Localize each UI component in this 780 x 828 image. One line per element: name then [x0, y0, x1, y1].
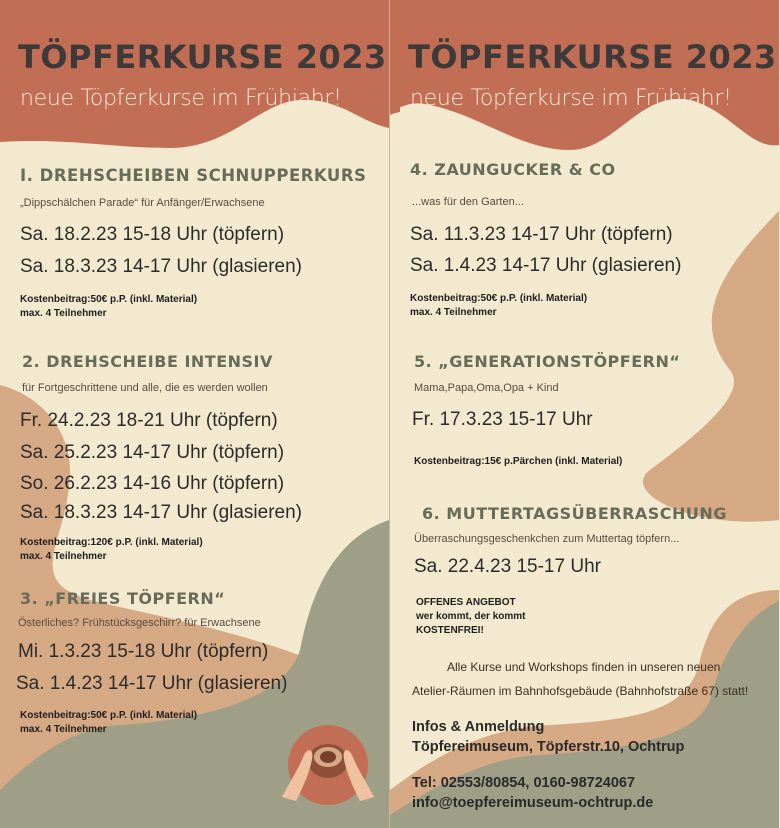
- course-3-max: max. 4 Teilnehmer: [20, 724, 107, 735]
- course-2-date-3: So. 26.2.23 14-16 Uhr (töpfern): [20, 473, 285, 494]
- course-5-date-1: Fr. 17.3.23 15-17 Uhr: [412, 409, 593, 430]
- course-2-desc: für Fortgeschrittene und alle, die es werden wollen: [22, 382, 268, 394]
- right-panel: [390, 0, 779, 828]
- course-4-max: max. 4 Teilnehmer: [410, 307, 497, 318]
- course-5-desc: Mama,Papa,Oma,Opa + Kind: [414, 382, 559, 394]
- info-address: Töpfereimuseum, Töpferstr.10, Ochtrup: [412, 739, 685, 755]
- course-1-cost: Kostenbeitrag:50€ p.P. (inkl. Material): [20, 294, 198, 305]
- page-title: TÖPFERKURSE 2023: [18, 38, 387, 76]
- course-5-title: 5. „GENERATIONSTÖPFERN“: [414, 352, 681, 371]
- course-2-date-2: Sa. 25.2.23 14-17 Uhr (töpfern): [20, 442, 285, 463]
- course-6-date-1: Sa. 22.4.23 15-17 Uhr: [414, 556, 601, 577]
- course-4-title: 4. ZAUNGUCKER & CO: [410, 160, 616, 179]
- course-6-title: 6. MUTTERTAGSÜBERRASCHUNG: [422, 504, 727, 523]
- info-heading: Infos & Anmeldung: [412, 719, 545, 735]
- page-title-right: TÖPFERKURSE 2023: [408, 38, 777, 76]
- course-3-title: 3. „FREIES TÖPFERN“: [20, 589, 226, 608]
- course-1-date-2: Sa. 18.3.23 14-17 Uhr (glasieren): [20, 256, 302, 277]
- course-6-offer-3: KOSTENFREI!: [416, 625, 484, 636]
- page-subtitle-right: neue Töpferkurse im Frühjahr!: [410, 86, 732, 111]
- course-1-date-1: Sa. 18.2.23 15-18 Uhr (töpfern): [20, 224, 285, 245]
- course-6-offer-2: wer kommt, der kommt: [416, 611, 526, 622]
- course-2-date-1: Fr. 24.2.23 18-21 Uhr (töpfern): [20, 410, 278, 431]
- course-4-date-2: Sa. 1.4.23 14-17 Uhr (glasieren): [410, 255, 682, 276]
- pottery-wheel-hands-icon: [278, 715, 378, 815]
- left-panel: [0, 0, 389, 828]
- course-4-date-1: Sa. 11.3.23 14-17 Uhr (töpfern): [410, 224, 673, 245]
- course-4-desc: ...was für den Garten...: [412, 196, 524, 208]
- course-6-desc: Überraschungsgeschenkchen zum Muttertag töpfern...: [414, 533, 680, 545]
- course-2-date-4: Sa. 18.3.23 14-17 Uhr (glasieren): [20, 502, 302, 523]
- course-1-title: I. DREHSCHEIBEN SCHNUPPERKURS: [20, 166, 367, 185]
- location-note-line-1: Alle Kurse und Workshops finden in unseren neuen: [447, 660, 721, 674]
- course-5-cost: Kostenbeitrag:15€ p.Pärchen (inkl. Material): [414, 456, 623, 467]
- course-3-desc: Österliches? Frühstücksgeschirr? für Erwachsene: [18, 617, 261, 629]
- course-3-date-2: Sa. 1.4.23 14-17 Uhr (glasieren): [16, 673, 288, 694]
- course-1-desc: „Dippschälchen Parade“ für Anfänger/Erwachsene: [20, 197, 265, 209]
- page-subtitle: neue Töpferkurse im Frühjahr!: [20, 86, 342, 111]
- course-2-max: max. 4 Teilnehmer: [20, 551, 107, 562]
- course-6-offer-1: OFFENES ANGEBOT: [416, 597, 516, 608]
- info-phone[interactable]: Tel: 02553/80854, 0160-98724067: [412, 775, 636, 791]
- course-2-title: 2. DREHSCHEIBE INTENSIV: [22, 352, 273, 371]
- info-email[interactable]: info@toepfereimuseum-ochtrup.de: [412, 795, 654, 811]
- course-1-max: max. 4 Teilnehmer: [20, 308, 107, 319]
- course-3-date-1: Mi. 1.3.23 15-18 Uhr (töpfern): [18, 641, 269, 662]
- course-4-cost: Kostenbeitrag:50€ p.P. (inkl. Material): [410, 293, 588, 304]
- course-2-cost: Kostenbeitrag:120€ p.P. (inkl. Material): [20, 537, 203, 548]
- location-note-line-2: Atelier-Räumen im Bahnhofsgebäude (Bahnhofstraße 67) statt!: [412, 684, 749, 698]
- course-3-cost: Kostenbeitrag:50€ p.P. (inkl. Material): [20, 710, 198, 721]
